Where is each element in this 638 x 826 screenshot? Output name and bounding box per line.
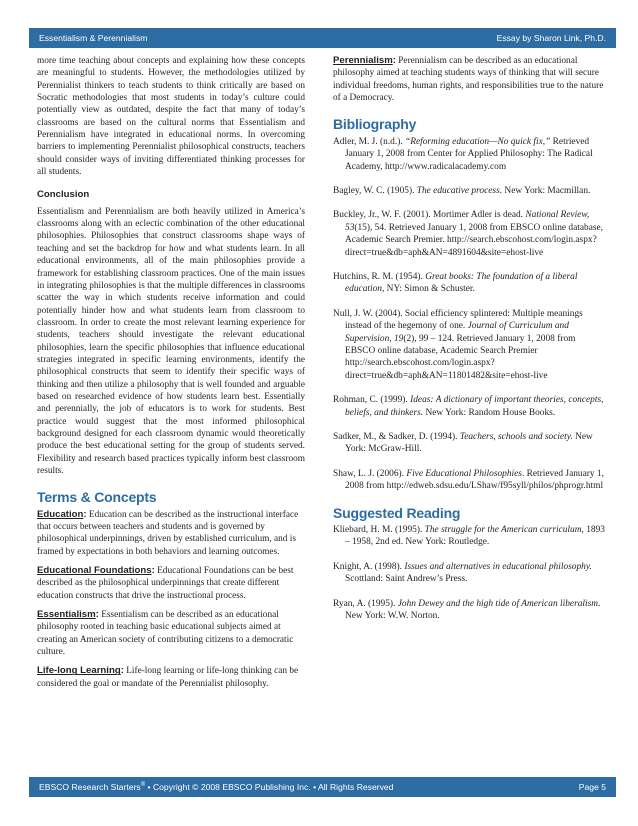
term-definition: Educational Foundations can be best described as the philosophical underpinnings that create different education constructs that drive the instructional process.: [37, 566, 294, 601]
reference: [333, 136, 605, 173]
ref-details: New York: Random House Books.: [423, 407, 556, 418]
bibliography-heading: Bibliography: [333, 116, 417, 133]
ref-details: (2), 99 – 124. Retrieved January 1, 2008 from EBSCO online database, Academic Search Premier http://search.ebscohost.com/login.aspx?direct=true&db=aph&AN=11801482&site=ehost-live: [345, 333, 576, 381]
ref-details: New York: McGraw-Hill.: [345, 432, 593, 455]
term-entry: Life-long Learning: Life-long learning or life-long thinking can be considered the goal or mandate of the Perennialist philosophy.: [37, 665, 299, 689]
suggested-reading-list: [333, 524, 605, 622]
intro-paragraph: more time teaching about concepts and explaining how these concepts are meaningful to students. However, the methodologies utilized by Perennialist thinkers to teach students to think critically are based on Socratic methodologies that most students in today’s culture could potentially view as outdated, despite the fact that many of today’s classrooms are based on the cultural norms that Essentialism and Perennialism have integrated in educational norms. In overcoming barriers to implementing Perennialist philosophical constructs, teachers should consider ways of inviting differentiated thinking processes for all students.: [37, 56, 305, 178]
footer-rights: • Copyright © 2008 EBSCO Publishing Inc. • All Rights Reserved: [145, 782, 394, 792]
ref-details: Retrieved January 1, 2008 from Center for Applied Philosophy: The Radical Academy, http://www.radicalacademy.com: [345, 136, 593, 172]
reference: [333, 185, 605, 197]
ref-author: Shaw, L. J. (2006).: [333, 468, 407, 479]
ref-details: . New York: Macmillan.: [499, 185, 591, 196]
reference: [333, 524, 605, 549]
ref-author: Hutchins, R. M. (1954).: [333, 271, 426, 282]
ref-details: . New York: W.W. Norton.: [345, 598, 601, 622]
ref-details: Scottland: Saint Andrew’s Press.: [345, 574, 468, 585]
footer-brand: EBSCO Research Starters: [39, 782, 141, 792]
term-label: Educational Foundations: [37, 565, 152, 577]
left-column: [37, 55, 305, 697]
term-entry: Education: Education can be described as the instructional interface that occurs between teachers and students and is governed by philosophical underpinnings, driven by established curriculum, and is framed by expectations in both behaviors and learning outcomes.: [37, 508, 299, 557]
term-definition: Perennialism can be described as an educational philosophy aimed at teaching students ways of thinking that will secure individual freedoms, human rights, and responsibilities true to the nature of a Democracy.: [333, 56, 604, 104]
term-entry: Educational Foundations: Educational Foundations can be best described as the philosophical underpinnings that create different education constructs that drive the instructional process.: [37, 565, 294, 601]
ref-author: Buckley, Jr., W. F. (2001). Mortimer Adler is dead.: [333, 210, 526, 221]
terms-heading: Terms & Concepts: [37, 489, 157, 506]
registered-mark: ®: [140, 782, 146, 789]
ref-title: National Review, 53: [345, 210, 590, 233]
ref-details: 1893 – 1958, 2nd ed. New York: Routledge.: [345, 525, 605, 548]
ref-author: Ryan, A. (1995).: [333, 598, 398, 609]
ref-author: Kliebard, H. M. (1995).: [333, 525, 425, 535]
term-entry: Perennialism: Perennialism can be described as an educational philosophy aimed at teaching students ways of thinking that will secure individual freedoms, human rights, and responsibilities true to the nature of a Democracy.: [333, 55, 604, 104]
header-title: Essentialism & Perennialism: [39, 33, 148, 43]
conclusion-paragraph: Essentialism and Perennialism are both heavily utilized in America’s classrooms along with an eclectic combination of the other educational philosophies. Philosophies that construct classrooms shape ways of teaching and set the backdrop for how and what students learn. In all educational environments, all of the main philosophies provide a framework for establishing classroom practices. One of the main issues in integrating philosophies is that the multiple differences in classrooms scatter the way in which students receive information and could potentially hinder how and what students learn from classroom to classroom. In order to create the most relevant learning experience for students, teachers should investigate the relevant educational philosophies, learn the specific philosophies that influence educational strategies integrated in specific learning environments, identify the philosophical constructs that seem to identify their specific ways of thinking and then utilize a philosophy that is well founded and arguable based on researched evidence of how students learn best. Essentially and perennially, the job of educators is to work for students. Best practice would suggest that the most informed philosophical background designed for each classroom dynamic would theoretically produce the best educational setting for the group of students served. Flexibility and research based practices typically inform best classroom results.: [37, 206, 305, 476]
ref-title: Issues and alternatives in educational philosophy.: [404, 561, 592, 572]
ref-details: , NY: Simon & Schuster.: [381, 284, 475, 295]
term-definition: Education can be described as the instructional interface that occurs between teachers and students and is governed by philosophical underpinnings, driven by established curriculum, and is framed by expectations in both behaviors and learning outcomes.: [37, 509, 299, 557]
ref-author: Knight, A. (1998).: [333, 561, 405, 572]
header-author: Essay by Sharon Link, Ph.D.: [496, 33, 606, 43]
footer-copyright: [39, 782, 393, 792]
term-label: Essentialism: [37, 609, 96, 621]
ref-title: The educative process: [416, 185, 500, 196]
reference: [333, 561, 605, 586]
reference: [333, 468, 605, 493]
ref-author: Adler, M. J. (n.d.).: [333, 136, 406, 147]
running-footer: [29, 777, 616, 797]
reference: [333, 431, 605, 456]
reference: [333, 394, 605, 419]
reference: [333, 598, 605, 623]
right-column: [333, 55, 605, 634]
term-definition: Life-long learning or life-long thinking can be considered the goal or mandate of the Perennialist philosophy.: [37, 666, 299, 689]
page-number: Page 5: [578, 782, 606, 792]
ref-title: Ideas: A dictionary of important theories, concepts, beliefs, and thinkers.: [345, 395, 604, 418]
ref-title: John Dewey and the high tide of American liberalism: [397, 598, 599, 609]
bibliography-list: [333, 136, 605, 493]
ref-title: “Reforming education—No quick fix,”: [405, 136, 551, 147]
ref-title: Great books: The foundation of a liberal education: [345, 271, 578, 295]
ref-author: Rohman, C. (1999).: [333, 395, 411, 406]
term-entry: Essentialism: Essentialism can be described as an educational philosophy rooted in teaching basic educational subjects aimed at creating an American society of contributing citizens to a democratic culture.: [37, 609, 294, 658]
ref-title: Journal of Curriculum and Supervision, 19: [345, 321, 569, 344]
term-label: Education: [37, 508, 84, 520]
ref-details: . Retrieved January 1, 2008 from http://edweb.sdsu.edu/LShaw/f95syll/philos/phprogr.html: [345, 468, 604, 492]
running-header: [29, 28, 616, 48]
conclusion-heading: Conclusion: [37, 189, 90, 201]
ref-author: Bagley, W. C. (1905).: [333, 185, 417, 196]
ref-title: Five Educational Philosophies: [406, 468, 522, 479]
ref-author: Sadker, M., & Sadker, D. (1994).: [333, 432, 460, 443]
suggested-reading-heading: Suggested Reading: [333, 504, 461, 521]
ref-title: Teachers, schools and society.: [459, 432, 573, 443]
term-label: Life-long Learning: [37, 665, 121, 677]
ref-title: The struggle for the American curriculum,: [424, 525, 584, 535]
ref-author: Null, J. W. (2004). Social efficiency splintered: Multiple meanings instead of the hegemony of one.: [333, 308, 583, 332]
reference: [333, 308, 605, 382]
reference: [333, 271, 605, 296]
term-label: Perennialism: [333, 55, 393, 66]
ref-details: (15), 54. Retrieved January 1, 2008 from EBSCO online database, Academic Search Premier. http://search.ebscohost.com/login.aspx?direct=true&db=aph&AN=4891604&site=ehost-live: [345, 222, 604, 258]
term-definition: Essentialism can be described as an educational philosophy rooted in teaching basic educational subjects aimed at creating an American society of contributing citizens to a democratic culture.: [37, 610, 294, 658]
reference: [333, 209, 605, 259]
